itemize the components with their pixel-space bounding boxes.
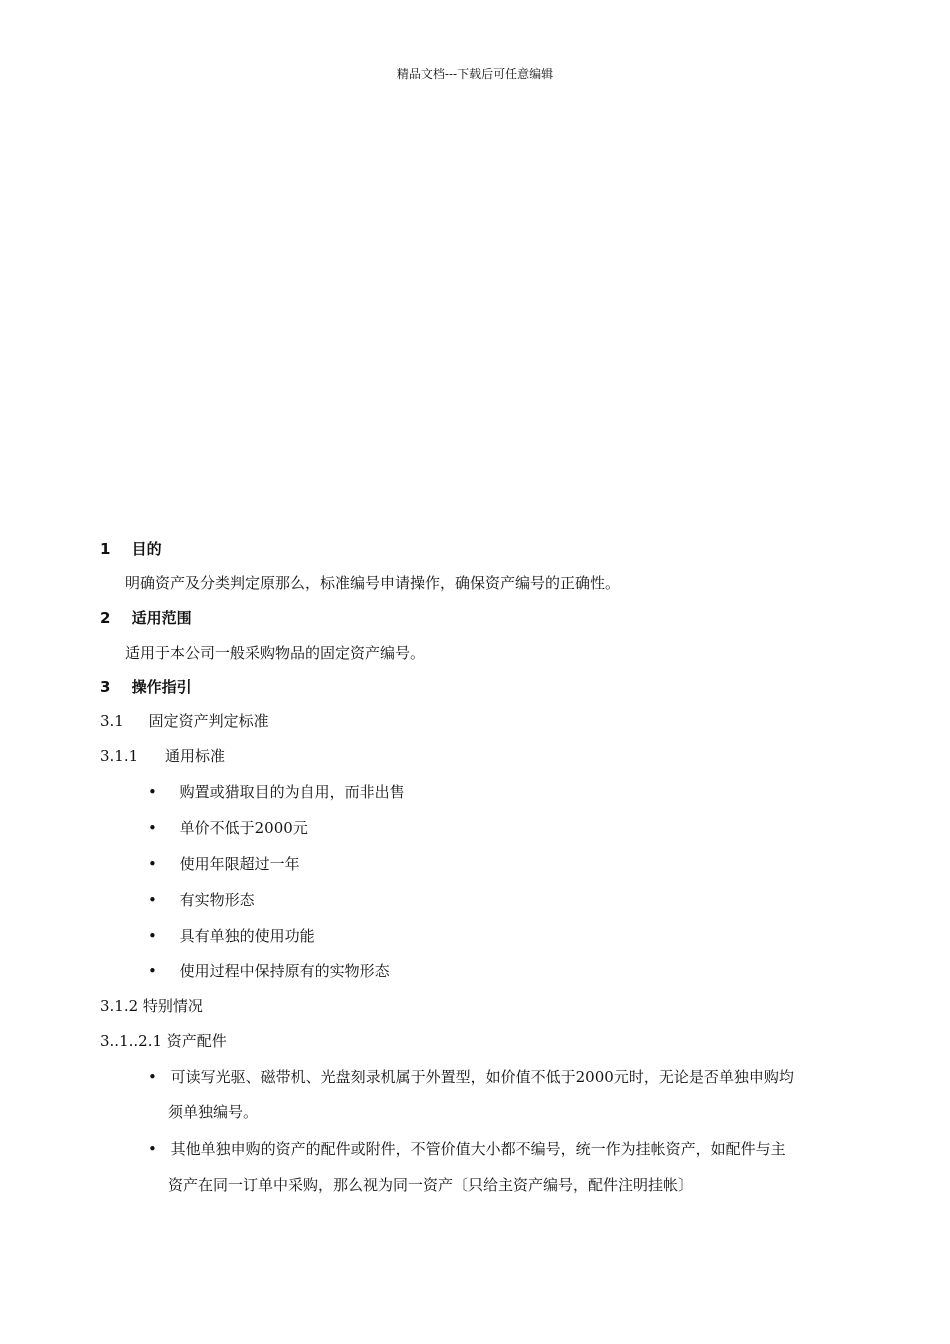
bullet-icon: • — [148, 927, 157, 945]
list-item — [148, 925, 315, 947]
bullet-icon: • — [148, 855, 157, 873]
bullet-icon: • — [148, 891, 157, 909]
list-item-text: 其他单独申购的资产的配件或附件，不管价值大小都不编号，统一作为挂帐资产，如配件与主 — [170, 1140, 786, 1158]
section-3-1-2-1-heading: 3..1..2.1 资产配件 — [100, 1032, 227, 1050]
list-item — [148, 853, 300, 875]
list-item — [148, 1066, 794, 1088]
list-item — [148, 960, 390, 982]
list-item-continuation: 须单独编号。 — [168, 1103, 259, 1121]
section-1-title: 目的 — [131, 540, 162, 558]
section-3-1-title: 固定资产判定标准 — [148, 712, 269, 730]
list-item-text: 使用年限超过一年 — [179, 855, 300, 873]
bullet-icon: • — [148, 783, 157, 801]
section-3-number: 3 — [100, 678, 111, 696]
bullet-icon: • — [148, 1068, 157, 1086]
list-item-text: 使用过程中保持原有的实物形态 — [179, 962, 390, 980]
section-3-title: 操作指引 — [131, 678, 192, 696]
list-item — [148, 781, 405, 803]
section-3-1-1-heading — [100, 745, 225, 767]
bullet-icon: • — [148, 962, 157, 980]
section-3-1-heading — [100, 710, 269, 732]
section-1-heading — [100, 538, 162, 560]
list-item — [148, 817, 308, 839]
list-item — [148, 889, 255, 911]
section-3-1-number: 3.1 — [100, 712, 124, 730]
section-3-1-1-title: 通用标准 — [164, 747, 225, 765]
section-2-number: 2 — [100, 609, 111, 627]
list-item-text: 购置或猎取目的为自用，而非出售 — [179, 783, 405, 801]
bullet-icon: • — [148, 819, 157, 837]
list-item-text: 可读写光驱、磁带机、光盘刻录机属于外置型，如价值不低于2000元时，无论是否单独申购均 — [170, 1068, 794, 1086]
bullet-icon: • — [148, 1140, 157, 1158]
list-item-text: 具有单独的使用功能 — [179, 927, 315, 945]
list-item-text: 单价不低于2000元 — [179, 819, 308, 837]
list-item-continuation: 资产在同一订单中采购，那么视为同一资产〔只给主资产编号，配件注明挂帐〕 — [168, 1176, 694, 1194]
list-item-text: 有实物形态 — [179, 891, 255, 909]
section-1-number: 1 — [100, 540, 111, 558]
list-item — [148, 1138, 786, 1160]
section-3-1-1-number: 3.1.1 — [100, 747, 139, 765]
section-2-heading — [100, 607, 192, 629]
section-3-heading — [100, 676, 192, 698]
section-1-body: 明确资产及分类判定原那么，标准编号申请操作，确保资产编号的正确性。 — [125, 574, 621, 592]
page-header: 精品文档---下载后可任意编辑 — [396, 67, 554, 81]
section-2-body: 适用于本公司一般采购物品的固定资产编号。 — [125, 644, 426, 662]
section-2-title: 适用范围 — [131, 609, 192, 627]
section-3-1-2-heading: 3.1.2 特别情况 — [100, 997, 203, 1015]
